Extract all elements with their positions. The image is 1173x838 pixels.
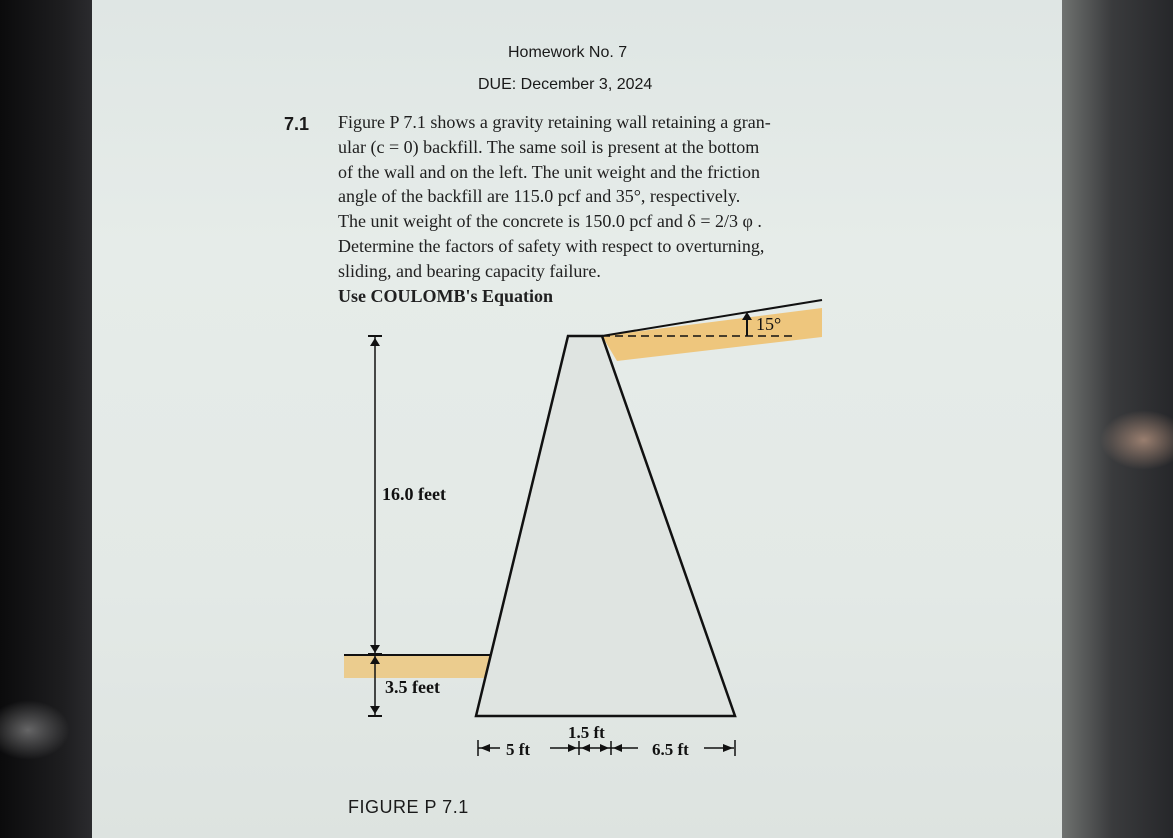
problem-line: Determine the factors of safety with respect to overturning, <box>338 235 765 256</box>
base-right-label: 6.5 ft <box>652 740 689 759</box>
embedment-depth-label: 3.5 feet <box>385 677 440 697</box>
due-date: DUE: December 3, 2024 <box>478 76 653 93</box>
front-soil <box>344 655 490 678</box>
dimension-arrow <box>370 645 380 653</box>
figure-caption: FIGURE P 7.1 <box>348 797 469 817</box>
dimension-arrow <box>568 744 577 752</box>
problem-line: sliding, and bearing capacity failure. <box>338 260 601 281</box>
top-width-label: 1.5 ft <box>568 723 605 742</box>
problem-number: 7.1 <box>284 114 310 134</box>
dimension-arrow <box>600 744 609 752</box>
dimension-arrow <box>370 338 380 346</box>
light-reflection <box>1100 410 1173 470</box>
dimension-arrow <box>613 744 622 752</box>
backfill-soil <box>602 308 822 361</box>
retaining-wall-figure <box>92 0 1062 838</box>
problem-line: The unit weight of the concrete is 150.0 pcf and δ = 2/3 φ . <box>338 211 762 232</box>
use-equation-note: Use COULOMB's Equation <box>338 285 554 306</box>
homework-title: Homework No. 7 <box>508 44 628 61</box>
base-left-label: 5 ft <box>506 740 531 759</box>
light-reflection <box>0 700 70 760</box>
dimension-arrow <box>723 744 733 752</box>
wall-height-label: 16.0 feet <box>382 484 446 504</box>
problem-line: of the wall and on the left. The unit weight and the friction <box>338 161 761 182</box>
gravity-wall <box>476 336 735 716</box>
problem-line: Figure P 7.1 shows a gravity retaining wall retaining a gran- <box>338 112 771 132</box>
dimension-arrow <box>581 744 590 752</box>
dimension-arrow <box>480 744 490 752</box>
homework-page <box>92 0 1062 838</box>
problem-line: ular (c = 0) backfill. The same soil is present at the bottom <box>338 136 760 157</box>
dimension-arrow <box>370 706 380 714</box>
problem-line: angle of the backfill are 115.0 pcf and 35°, respectively. <box>338 186 741 207</box>
slope-angle-label: 15° <box>756 314 782 334</box>
